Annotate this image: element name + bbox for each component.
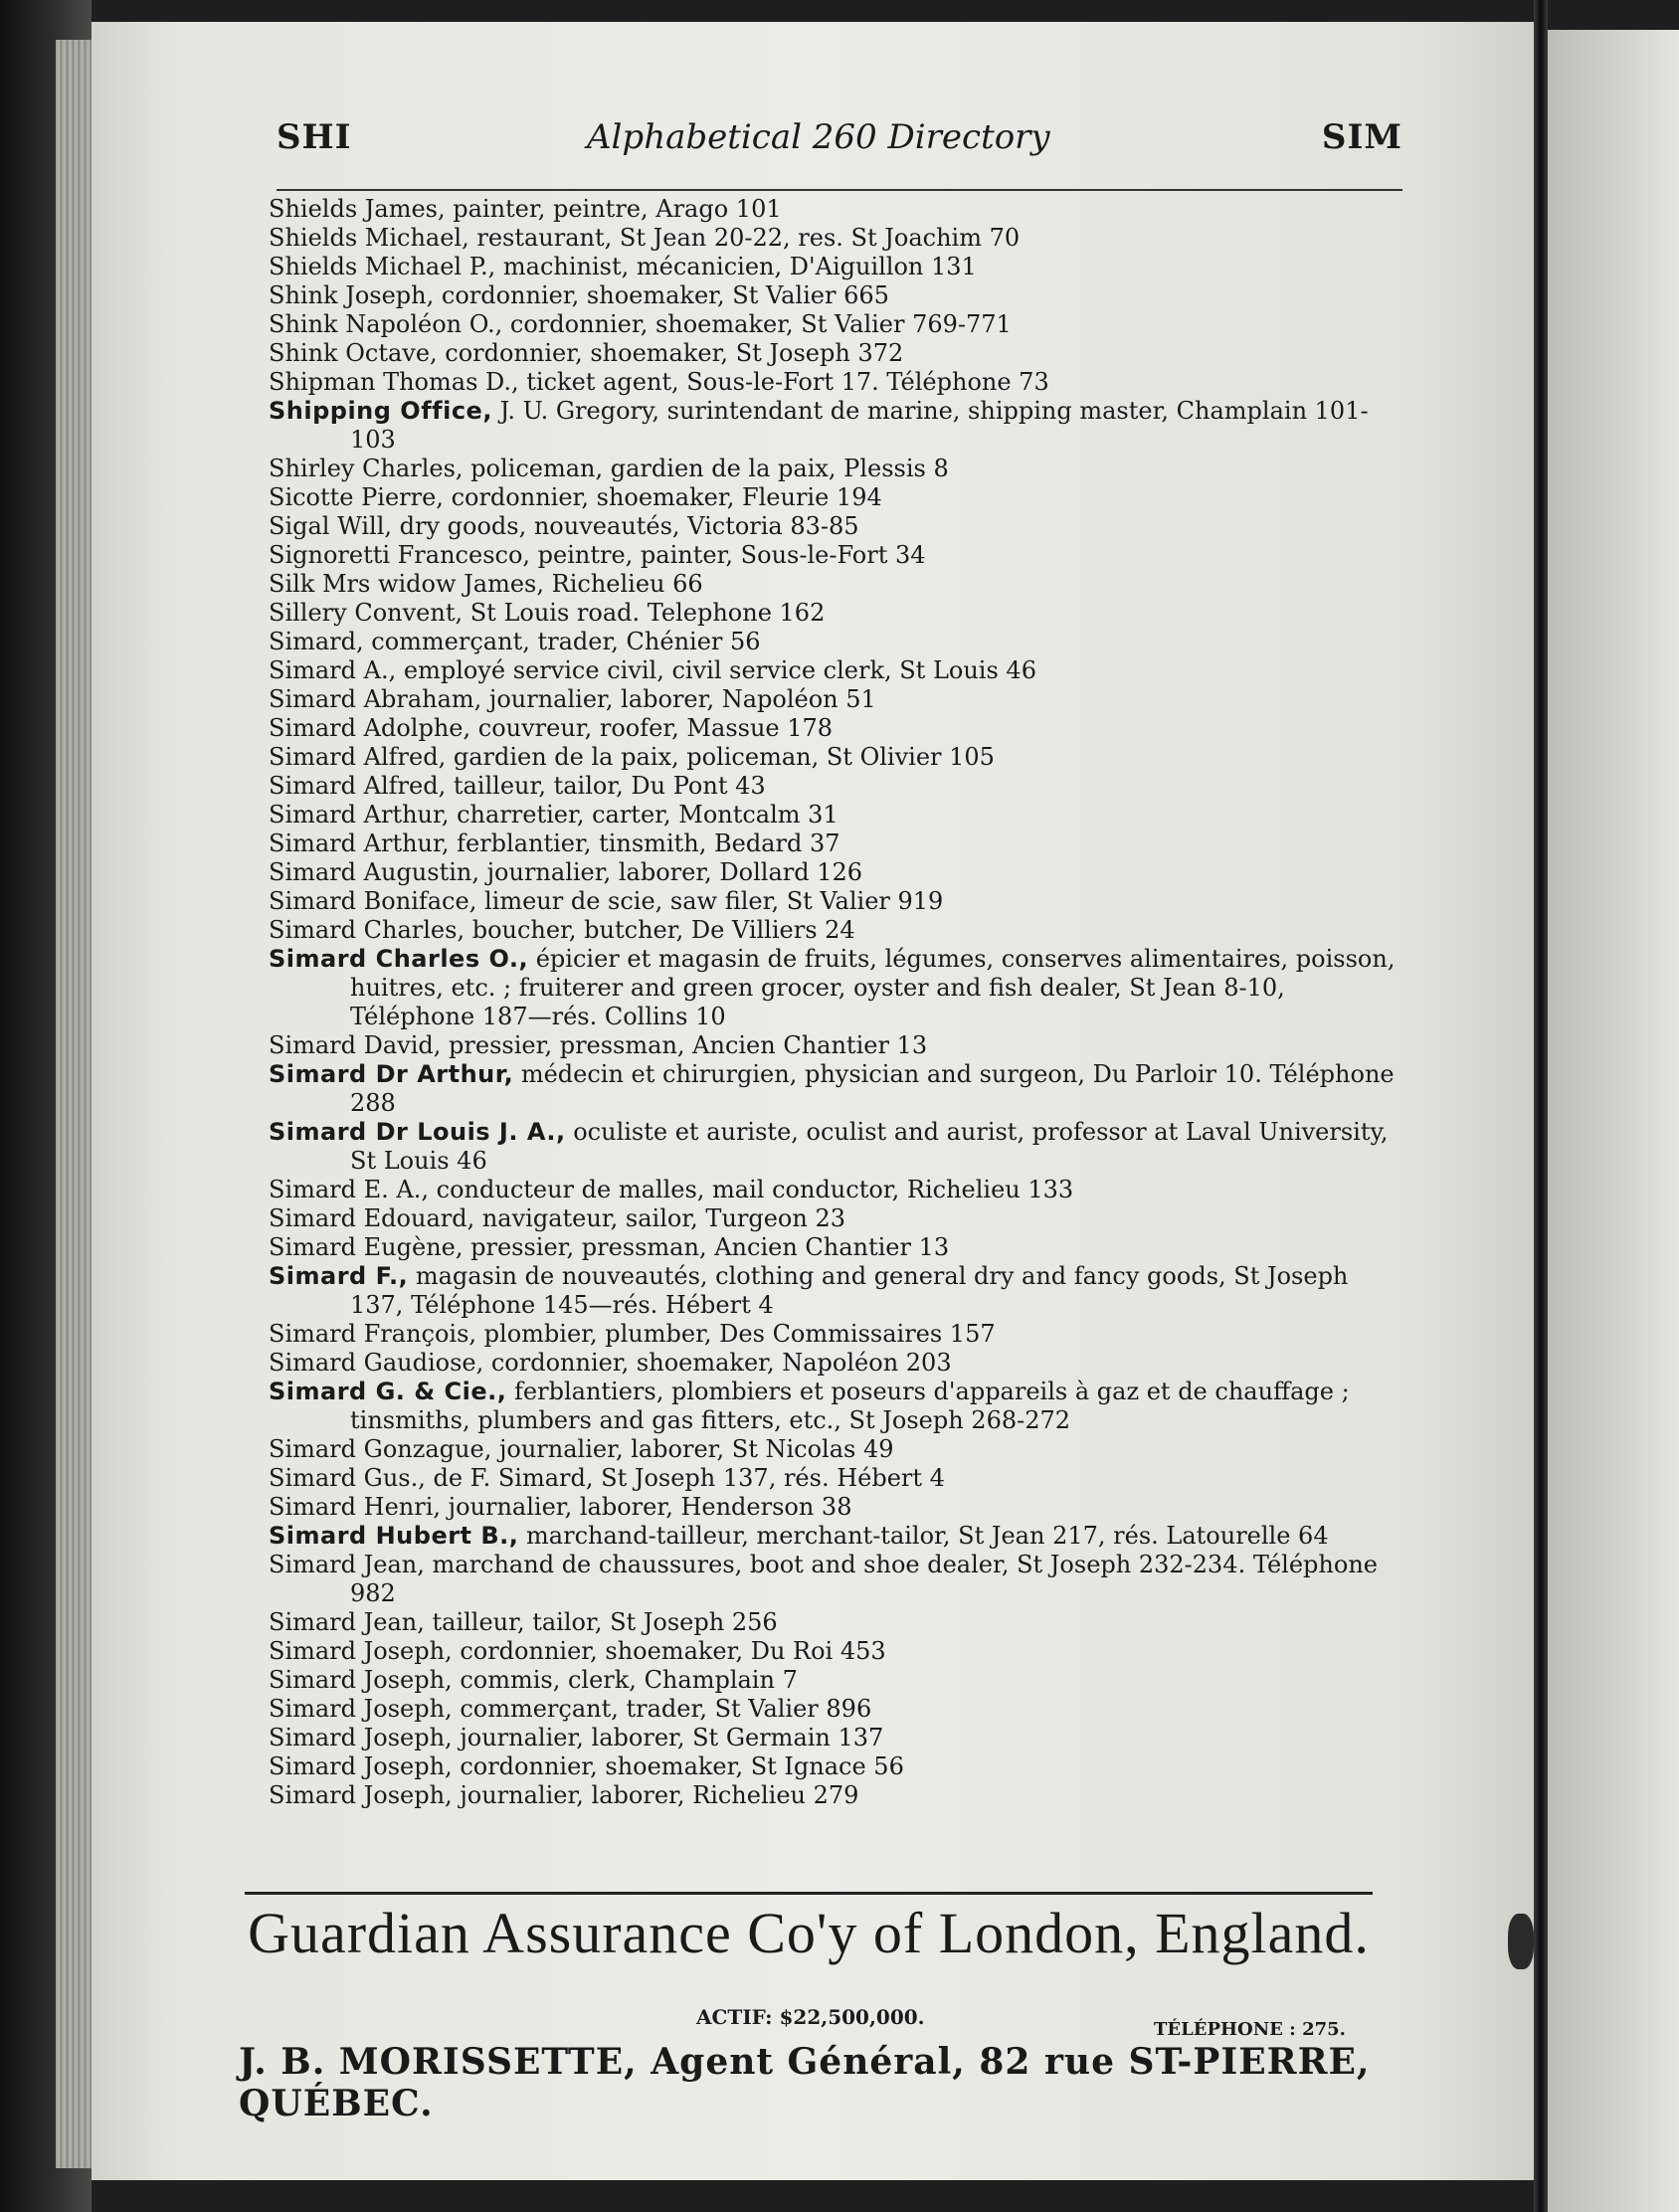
advertisement-title: Guardian Assurance Co'y of London, England. [248,1901,1370,1965]
entry-text: Simard Arthur, ferblantier, tinsmith, Bedard 37 [269,830,840,857]
directory-entry [269,1666,1402,1695]
directory-entry [269,1204,1402,1233]
entry-text: Shink Joseph, cordonnier, shoemaker, St Valier 665 [269,281,889,309]
directory-entry [269,1608,1402,1637]
entry-text: Simard Joseph, commerçant, trader, St Valier 896 [269,1695,872,1723]
entry-text: Simard Joseph, journalier, laborer, Richelieu 279 [269,1781,859,1809]
entry-text: Sigal Will, dry goods, nouveautés, Victoria 83-85 [269,512,859,540]
entry-text: Simard Adolphe, couvreur, roofer, Massue 178 [269,714,834,742]
directory-entry [269,483,1402,512]
directory-entry [269,1320,1402,1349]
directory-entry [269,455,1402,483]
entry-bold-name: Simard Dr Louis J. A., [269,1118,566,1146]
entry-text: Simard François, plombier, plumber, Des Commissaires 157 [269,1320,996,1348]
directory-entry [269,599,1402,628]
entry-text: Simard Abraham, journalier, laborer, Napoléon 51 [269,685,876,713]
directory-entry [269,1522,1402,1551]
entry-text: magasin de nouveautés, clothing and general dry and fancy goods, St Joseph 137, Téléphone 145—rés. Hébert 4 [350,1262,1349,1319]
directory-entry [269,714,1402,743]
header-right: SIM [1321,117,1402,157]
directory-entry [269,772,1402,801]
directory-entries [269,195,1402,1810]
directory-entry [269,830,1402,858]
advertisement-rule [245,1892,1373,1895]
page-edges [56,40,95,2168]
directory-entry [269,224,1402,253]
directory-entry [269,1781,1402,1810]
entry-text: Simard Jean, marchand de chaussures, boot and shoe dealer, St Joseph 232-234. Téléphone 982 [269,1551,1378,1607]
entry-text: Simard Edouard, navigateur, sailor, Turgeon 23 [269,1204,846,1232]
header-center: Alphabetical 260 Directory [587,117,1050,157]
entry-text: Simard Alfred, gardien de la paix, policeman, St Olivier 105 [269,743,995,771]
directory-entry [269,1233,1402,1262]
directory-entry [269,397,1402,455]
directory-entry [269,801,1402,830]
entry-text: Shink Octave, cordonnier, shoemaker, St Joseph 372 [269,339,904,367]
entry-bold-name: Simard Charles O., [269,945,529,973]
entry-text: Shink Napoléon O., cordonnier, shoemaker, St Valier 769-771 [269,310,1012,338]
directory-entry [269,1176,1402,1204]
entry-text: ferblantiers, plombiers et poseurs d'appareils à gaz et de chauffage ; tinsmiths, plumbers and gas fitters, etc., St Joseph 268-272 [350,1378,1350,1434]
entry-text: Simard Gonzague, journalier, laborer, St Nicolas 49 [269,1435,894,1463]
directory-entry [269,743,1402,772]
entry-text: Silk Mrs widow James, Richelieu 66 [269,570,703,598]
entry-text: Signoretti Francesco, peintre, painter, Sous-le-Fort 34 [269,541,926,569]
entry-bold-name: Shipping Office, [269,397,492,425]
page-header [277,117,1402,175]
entry-text: épicier et magasin de fruits, légumes, conserves alimentaires, poisson, huitres, etc. ; fruiterer and green grocer, oyster and fish dealer, St Jean 8-10, Téléphone 187—rés. Collins 10 [350,945,1396,1030]
entry-text: Simard Eugène, pressier, pressman, Ancien Chantier 13 [269,1233,950,1261]
directory-entry [269,628,1402,656]
directory-entry [269,1031,1402,1060]
header-left: SHI [277,117,352,157]
directory-entry [269,1118,1402,1176]
directory-entry [269,1493,1402,1522]
header-rule [277,189,1402,191]
entry-text: Simard E. A., conducteur de malles, mail conductor, Richelieu 133 [269,1176,1074,1203]
entry-text: Simard Augustin, journalier, laborer, Dollard 126 [269,858,863,886]
directory-entry [269,656,1402,685]
page-gutter [1534,0,1548,2212]
directory-entry [269,368,1402,397]
entry-bold-name: Simard G. & Cie., [269,1378,507,1405]
entry-text: Shirley Charles, policeman, gardien de la paix, Plessis 8 [269,455,949,482]
entry-text: Sicotte Pierre, cordonnier, shoemaker, Fleurie 194 [269,483,882,511]
advertisement-agent: J. B. MORISSETTE, Agent Général, 82 rue ST-PIERRE, QUÉBEC. [239,2041,1371,2124]
directory-entry [269,1695,1402,1724]
directory-entry [269,858,1402,887]
entry-text: Simard Joseph, cordonnier, shoemaker, Du Roi 453 [269,1637,886,1665]
facing-page-edge [1548,30,1679,2212]
entry-text: Simard Arthur, charretier, carter, Montcalm 31 [269,801,839,829]
directory-entry [269,253,1402,281]
entry-text: Simard Joseph, journalier, laborer, St Germain 137 [269,1724,884,1751]
entry-text: Simard Gaudiose, cordonnier, shoemaker, Napoléon 203 [269,1349,952,1377]
entry-text: Simard Alfred, tailleur, tailor, Du Pont 43 [269,772,766,800]
entry-text: médecin et chirurgien, physician and surgeon, Du Parloir 10. Téléphone 288 [350,1060,1395,1117]
directory-entry [269,1349,1402,1378]
binding-clip [1508,1914,1534,1969]
directory-entry [269,195,1402,224]
entry-bold-name: Simard Hubert B., [269,1522,519,1550]
directory-entry [269,1464,1402,1493]
entry-text: Shields Michael P., machinist, mécanicien, D'Aiguillon 131 [269,253,977,280]
entry-text: Simard Joseph, commis, clerk, Champlain 7 [269,1666,798,1694]
directory-entry [269,541,1402,570]
directory-entry [269,1060,1402,1118]
entry-bold-name: Simard Dr Arthur, [269,1060,514,1088]
entry-text: Shields James, painter, peintre, Arago 101 [269,195,782,223]
entry-text: Simard David, pressier, pressman, Ancien Chantier 13 [269,1031,928,1059]
directory-entry [269,1378,1402,1435]
directory-entry [269,1637,1402,1666]
entry-text: Simard Gus., de F. Simard, St Joseph 137, rés. Hébert 4 [269,1464,945,1492]
entry-text: Shipman Thomas D., ticket agent, Sous-le-Fort 17. Téléphone 73 [269,368,1049,396]
directory-entry [269,1551,1402,1608]
entry-text: Simard Henri, journalier, laborer, Henderson 38 [269,1493,852,1521]
entry-bold-name: Simard F., [269,1262,409,1290]
directory-entry [269,887,1402,916]
directory-entry [269,512,1402,541]
entry-text: Shields Michael, restaurant, St Jean 20-22, res. St Joachim 70 [269,224,1021,252]
directory-entry [269,685,1402,714]
entry-text: Simard, commerçant, trader, Chénier 56 [269,628,761,655]
directory-entry [269,570,1402,599]
entry-text: oculiste et auriste, oculist and aurist, professor at Laval University, St Louis 46 [350,1118,1389,1175]
advertisement-assets: ACTIF: $22,500,000. [696,2005,925,2029]
directory-entry [269,916,1402,945]
entry-text: Sillery Convent, St Louis road. Telephone 162 [269,599,826,627]
directory-entry [269,310,1402,339]
entry-text: Simard Joseph, cordonnier, shoemaker, St Ignace 56 [269,1752,904,1780]
entry-text: J. U. Gregory, surintendant de marine, shipping master, Champlain 101-103 [350,397,1369,454]
directory-entry [269,945,1402,1031]
entry-text: Simard Charles, boucher, butcher, De Villiers 24 [269,916,855,944]
directory-entry [269,1752,1402,1781]
directory-entry [269,1435,1402,1464]
directory-entry [269,339,1402,368]
entry-text: marchand-tailleur, merchant-tailor, St Jean 217, rés. Latourelle 64 [518,1522,1329,1550]
advertisement-telephone: TÉLÉPHONE : 275. [1154,2019,1346,2040]
directory-entry [269,1724,1402,1752]
entry-text: Simard A., employé service civil, civil service clerk, St Louis 46 [269,656,1036,684]
entry-text: Simard Jean, tailleur, tailor, St Joseph 256 [269,1608,778,1636]
directory-entry [269,1262,1402,1320]
directory-entry [269,281,1402,310]
entry-text: Simard Boniface, limeur de scie, saw filer, St Valier 919 [269,887,944,915]
